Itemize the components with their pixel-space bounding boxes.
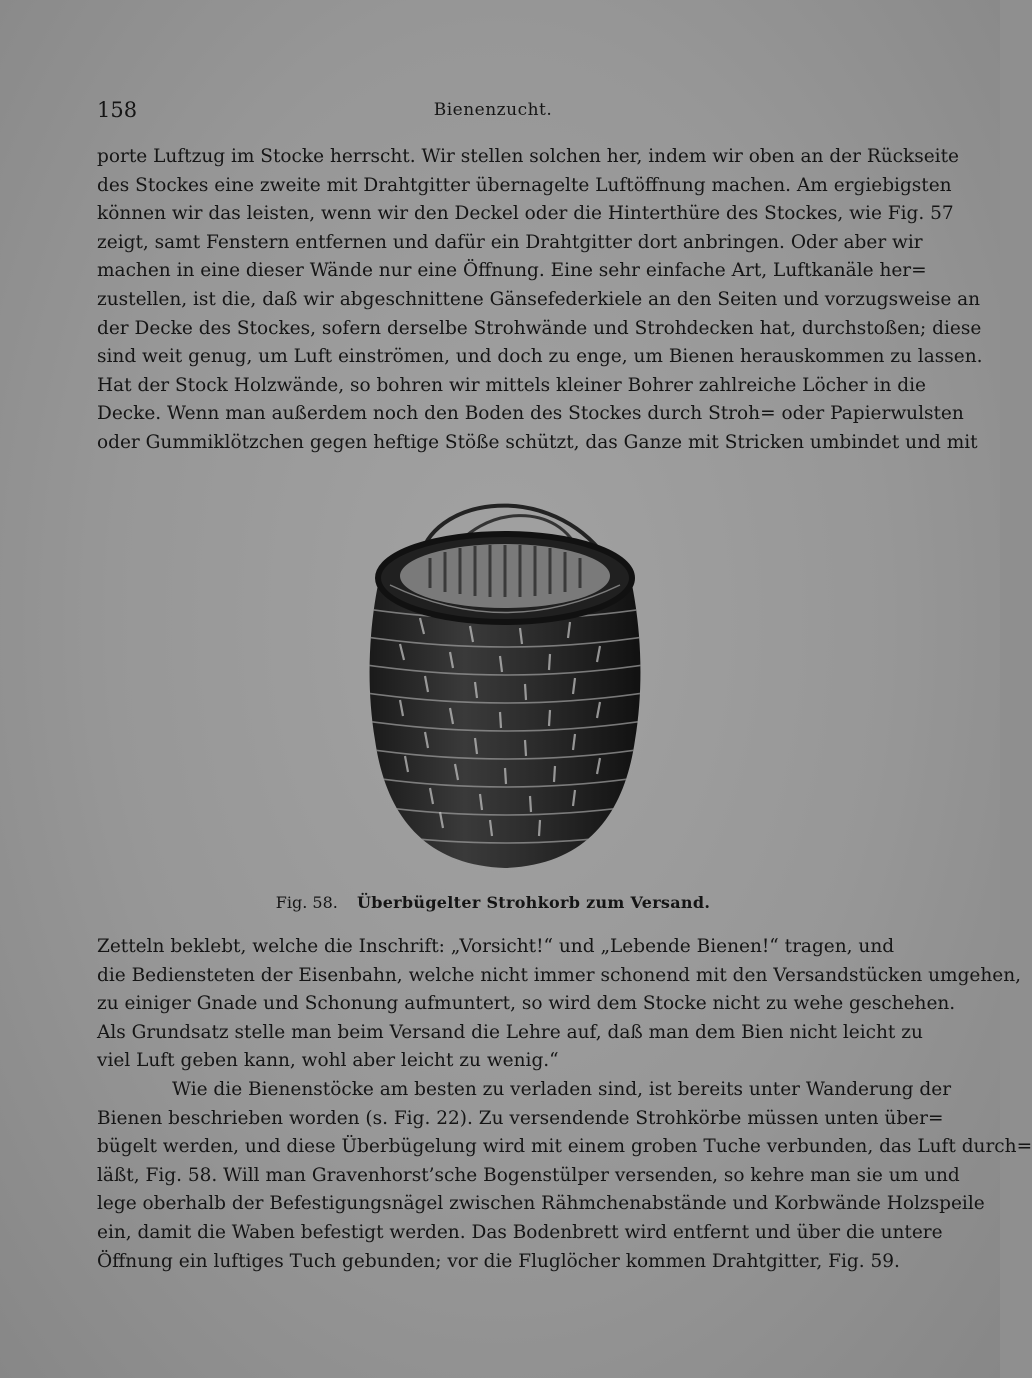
text-line: lege oberhalb der Befestigungsnägel zwischen Rähmchenabstände und Korbwände Holzspeile bbox=[97, 1193, 985, 1215]
text-line: zustellen, ist die, daß wir abgeschnittene Gänsefederkiele an den Seiten und vorzugsweise an bbox=[97, 288, 981, 310]
text-line: porte Luftzug im Stocke herrscht. Wir stellen solchen her, indem wir oben an der Rückseite bbox=[97, 146, 959, 167]
text-line: machen in eine dieser Wände nur eine Öffnung. Eine sehr einfache Art, Luftkanäle her= bbox=[97, 260, 927, 282]
text-line: Bienen beschrieben worden (s. Fig. 22). Zu versendende Strohkörbe müssen unten über= bbox=[97, 1107, 944, 1129]
text-line: viel Luft geben kann, wohl aber leicht zu wenig.“ bbox=[97, 1050, 559, 1072]
basket-drawing bbox=[360, 490, 650, 880]
figure-label: Fig. 58. bbox=[275, 893, 338, 912]
text-line: des Stockes eine zweite mit Drahtgitter übernagelte Luftöffnung machen. Am ergiebigsten bbox=[97, 174, 952, 196]
page-header bbox=[97, 98, 889, 126]
text-line: oder Gummiklötzchen gegen heftige Stöße schützt, das Ganze mit Stricken umbindet und mit bbox=[97, 431, 978, 453]
running-head: Bienenzucht. bbox=[433, 100, 553, 120]
text-line: läßt, Fig. 58. Will man Gravenhorst’sche Bogenstülper versenden, so kehre man sie um und bbox=[97, 1164, 960, 1186]
text-line: die Bediensteten der Eisenbahn, welche nicht immer schonend mit den Versandstücken umgehen, bbox=[97, 964, 1022, 986]
text-line: zeigt, samt Fenstern entfernen und dafür ein Drahtgitter dort anbringen. Oder aber wir bbox=[97, 231, 923, 253]
text-line: Wie die Bienenstöcke am besten zu verladen sind, ist bereits unter Wanderung der bbox=[172, 1078, 952, 1100]
text-line: können wir das leisten, wenn wir den Deckel oder die Hinterthüre des Stockes, wie Fig. 57 bbox=[97, 203, 954, 225]
figure-title: Überbügelter Strohkorb zum Versand. bbox=[356, 893, 711, 912]
text-line: zu einiger Gnade und Schonung aufmuntert, so wird dem Stocke nicht zu wehe geschehen. bbox=[97, 993, 956, 1015]
text-line: bügelt werden, und diese Überbügelung wird mit einem groben Tuche verbunden, das Luft durch= bbox=[97, 1136, 1032, 1158]
text-line: Zetteln beklebt, welche die Inschrift: „Vorsicht!“ und „Lebende Bienen!“ tragen, und bbox=[97, 936, 895, 957]
straw-basket-illustration bbox=[360, 490, 650, 880]
text-line: der Decke des Stockes, sofern derselbe Strohwände und Strohdecken hat, durchstoßen; diese bbox=[97, 317, 982, 339]
body-text-bottom bbox=[97, 933, 1032, 1276]
text-line: Hat der Stock Holzwände, so bohren wir mittels kleiner Bohrer zahlreiche Löcher in die bbox=[97, 374, 926, 396]
text-line: Decke. Wenn man außerdem noch den Boden des Stockes durch Stroh= oder Papierwulsten bbox=[97, 403, 964, 425]
figure-caption bbox=[97, 893, 889, 912]
page-number: 158 bbox=[97, 98, 138, 122]
text-line: Öffnung ein luftiges Tuch gebunden; vor die Fluglöcher kommen Drahtgitter, Fig. 59. bbox=[97, 1250, 900, 1272]
body-text-top bbox=[97, 143, 983, 458]
text-line: ein, damit die Waben befestigt werden. Das Bodenbrett wird entfernt und über die untere bbox=[97, 1221, 943, 1243]
text-line: Als Grundsatz stelle man beim Versand die Lehre auf, daß man dem Bien nicht leicht zu bbox=[97, 1021, 923, 1043]
text-line: sind weit genug, um Luft einströmen, und doch zu enge, um Bienen herauskommen zu lassen. bbox=[97, 346, 983, 368]
